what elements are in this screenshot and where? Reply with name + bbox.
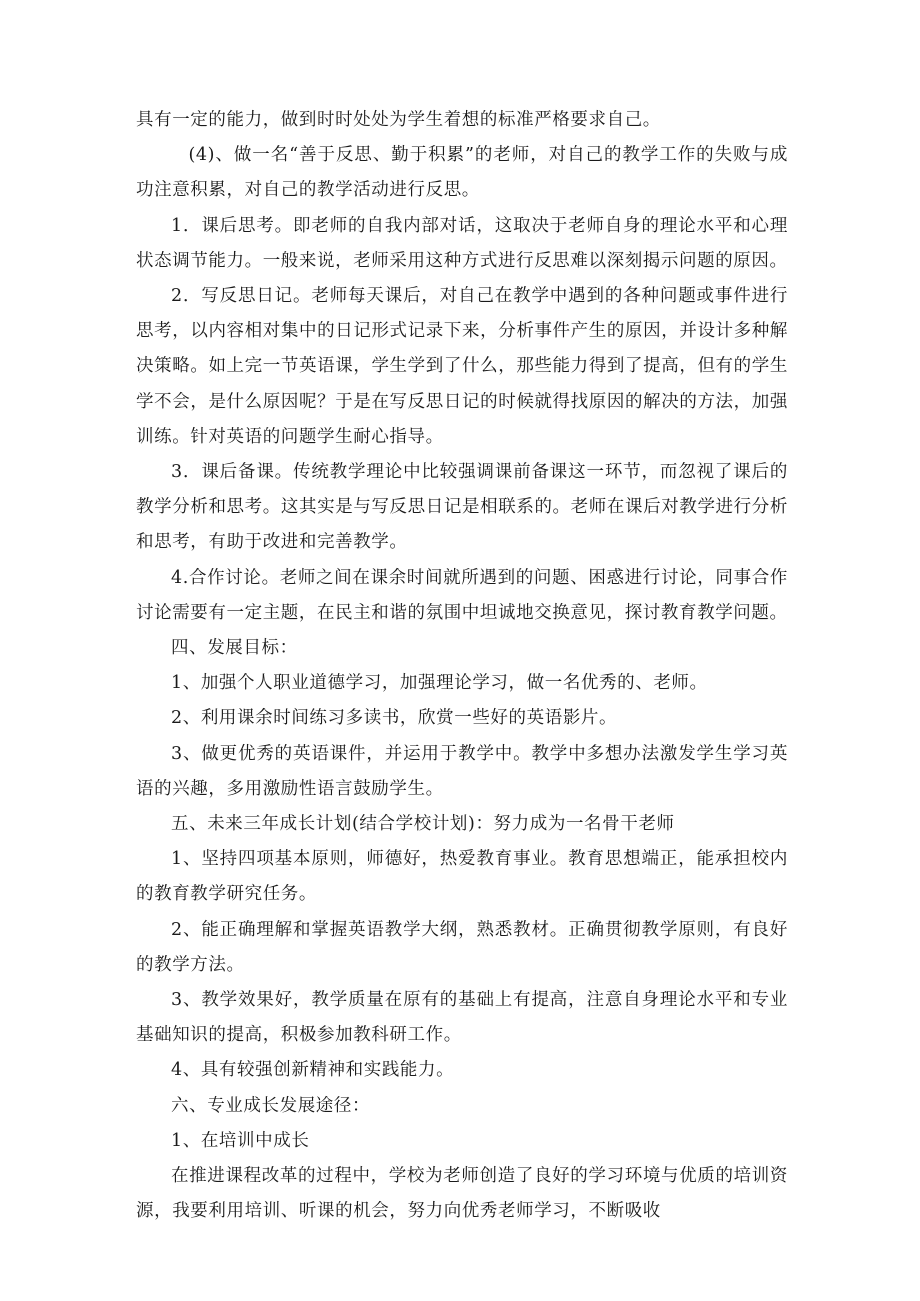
list-item-goal-3: 3、做更优秀的英语课件，并运用于教学中。教学中多想办法激发学生学习英语的兴趣，多用激励性语言鼓励学生。: [136, 743, 788, 799]
list-item-plan-1: 1、坚持四项基本原则，师德好，热爱教育事业。教育思想端正，能承担校内的教育教学研究任务。: [136, 849, 788, 905]
heading-development-goals: 四、发展目标：: [171, 638, 298, 659]
list-item-goal-1: 1、加强个人职业道德学习，加强理论学习，做一名优秀的、老师。: [171, 673, 708, 694]
subheading-grow-in-training: 1、在培训中成长: [171, 1130, 310, 1151]
paragraph-cooperative-discussion: 4.合作讨论。老师之间在课余时间就所遇到的问题、困惑进行讨论，同事合作讨论需要有一定主题，在民主和谐的氛围中坦诚地交换意见，探讨教育教学问题。: [136, 567, 788, 623]
list-item-plan-2: 2、能正确理解和掌握英语教学大纲，熟悉教材。正确贯彻教学原则，有良好的教学方法。: [136, 919, 788, 975]
heading-three-year-plan: 五、未来三年成长计划(结合学校计划)：努力成为一名骨干老师: [171, 814, 675, 835]
document-page: [136, 103, 788, 1230]
paragraph-training-body: 在推进课程改革的过程中，学校为老师创造了良好的学习环境与优质的培训资源，我要利用培训、听课的机会，努力向优秀老师学习，不断吸收: [136, 1166, 788, 1222]
paragraph-reflection-diary: 2．写反思日记。老师每天课后，对自己在教学中遇到的各种问题或事件进行思考，以内容相对集中的日记形式记录下来，分析事件产生的原因，并设计多种解决策略。如上完一节英语课，学生学到了什么，那些能力得到了提高，但有的学生学不会，是什么原因呢？于是在写反思日记的时候就得找原因的解决的方法，加强训练。针对英语的问题学生耐心指导。: [136, 286, 788, 447]
list-item-plan-4: 4、具有较强创新精神和实践能力。: [171, 1060, 455, 1081]
list-item-goal-2: 2、利用课余时间练习多读书，欣赏一些好的英语影片。: [171, 708, 618, 729]
paragraph-continuation: 具有一定的能力，做到时时处处为学生着想的标准严格要求自己。: [136, 110, 661, 130]
paragraph-reflection-teacher: (4)、做一名“善于反思、勤于积累”的老师，对自己的教学工作的失败与成功注意积累，对自己的教学活动进行反思。: [136, 145, 788, 201]
list-item-plan-3: 3、教学效果好，教学质量在原有的基础上有提高，注意自身理论水平和专业基础知识的提高，积极参加教科研工作。: [136, 990, 788, 1046]
paragraph-after-class-thinking: 1．课后思考。即老师的自我内部对话，这取决于老师自身的理论水平和心理状态调节能力。一般来说，老师采用这种方式进行反思难以深刻揭示问题的原因。: [136, 215, 788, 271]
heading-growth-paths: 六、专业成长发展途径：: [171, 1095, 371, 1116]
paragraph-after-class-preparation: 3．课后备课。传统教学理论中比较强调课前备课这一环节，而忽视了课后的教学分析和思考。这其实是与写反思日记是相联系的。老师在课后对教学进行分析和思考，有助于改进和完善教学。: [136, 462, 788, 553]
